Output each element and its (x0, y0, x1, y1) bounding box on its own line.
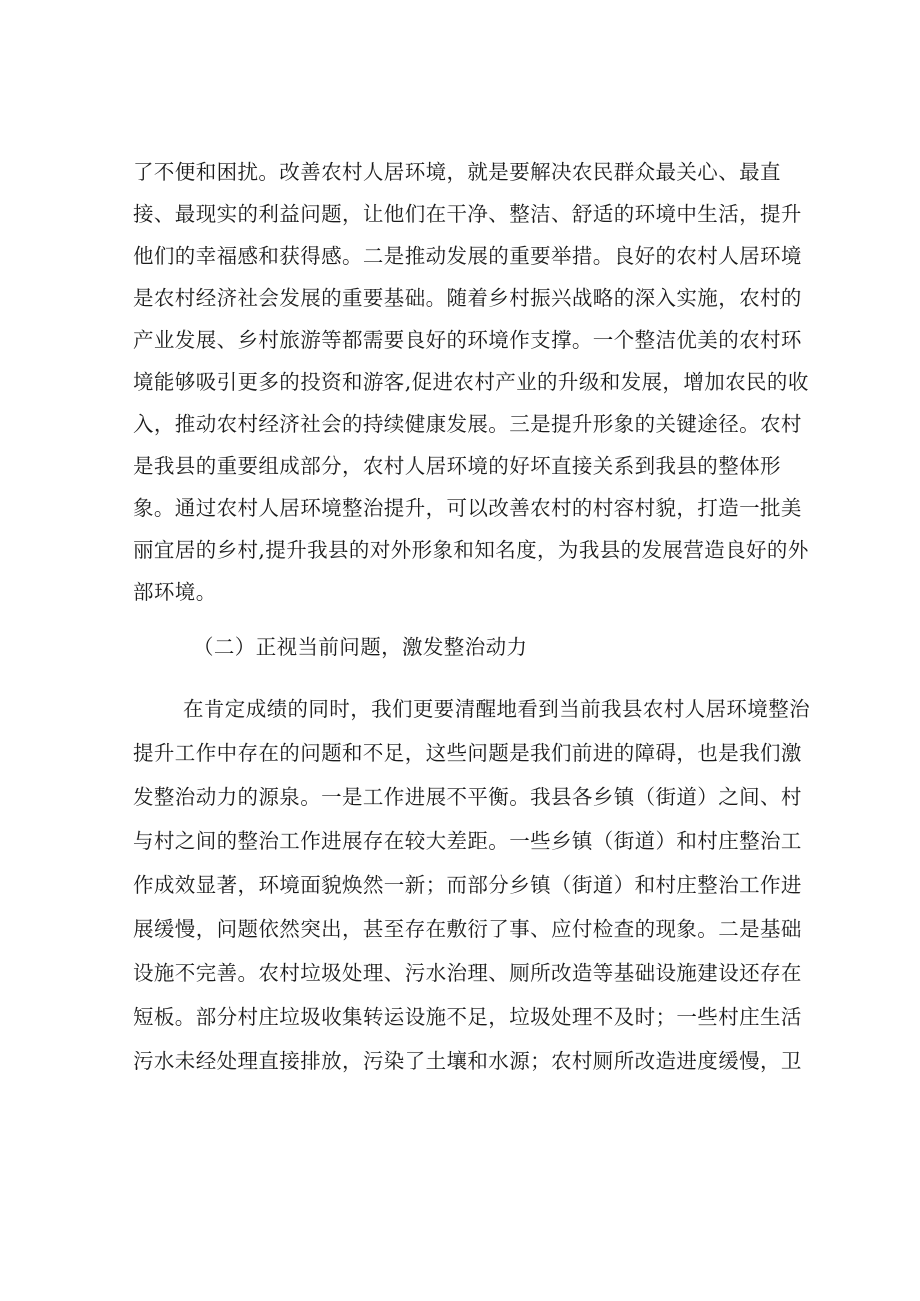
paragraph-1-line-11: 部环境。 (133, 580, 217, 604)
section-heading: （二）正视当前问题，激发整治动力 (193, 635, 528, 659)
paragraph-1-line-6: 境能够吸引更多的投资和游客,促进农村产业的升级和发展，增加农民的收 (133, 370, 809, 394)
paragraph-1-line-3: 他们的幸福感和获得感。二是推动发展的重要举措。良好的农村人居环境 (133, 244, 802, 268)
paragraph-1-line-5: 产业发展、乡村旅游等都需要良好的环境作支撑。一个整洁优美的农村环 (133, 328, 802, 352)
paragraph-2-line-5: 作成效显著，环境面貌焕然一新；而部分乡镇（街道）和村庄整治工作进 (133, 873, 802, 897)
paragraph-1-line-1: 了不便和困扰。改善农村人居环境，就是要解决农民群众最关心、最直 (133, 160, 781, 184)
paragraph-1-line-8: 是我县的重要组成部分，农村人居环境的好坏直接关系到我县的整体形 (133, 454, 781, 478)
paragraph-2-line-7: 设施不完善。农村垃圾处理、污水治理、厕所改造等基础设施建设还存在 (133, 961, 802, 985)
paragraph-2-line-4: 与村之间的整治工作进展存在较大差距。一些乡镇（街道）和村庄整治工 (133, 829, 802, 853)
paragraph-2-line-3: 发整治动力的源泉。一是工作进展不平衡。我县各乡镇（街道）之间、村 (133, 785, 802, 809)
paragraph-2-line-2: 提升工作中存在的问题和不足，这些问题是我们前进的障碍，也是我们激 (133, 741, 802, 765)
paragraph-1-line-2: 接、最现实的利益问题，让他们在干净、整洁、舒适的环境中生活，提升 (133, 202, 802, 226)
paragraph-2-line-1: 在肯定成绩的同时，我们更要清醒地看到当前我县农村人居环境整治 (183, 697, 810, 721)
paragraph-1-line-4: 是农村经济社会发展的重要基础。随着乡村振兴战略的深入实施，农村的 (133, 286, 802, 310)
paragraph-2-line-6: 展缓慢，问题依然突出，甚至存在敷衍了事、应付检查的现象。二是基础 (133, 917, 802, 941)
paragraph-2-line-8: 短板。部分村庄垃圾收集转运设施不足，垃圾处理不及时；一些村庄生活 (133, 1005, 802, 1029)
paragraph-2-line-9: 污水未经处理直接排放，污染了土壤和水源；农村厕所改造进度缓慢，卫 (133, 1049, 802, 1073)
paragraph-1-line-7: 入，推动农村经济社会的持续健康发展。三是提升形象的关键途径。农村 (133, 412, 802, 436)
paragraph-1-line-9: 象。通过农村人居环境整治提升，可以改善农村的村容村貌，打造一批美 (133, 496, 802, 520)
paragraph-1-line-10: 丽宜居的乡村,提升我县的对外形象和知名度，为我县的发展营造良好的外 (133, 538, 809, 562)
